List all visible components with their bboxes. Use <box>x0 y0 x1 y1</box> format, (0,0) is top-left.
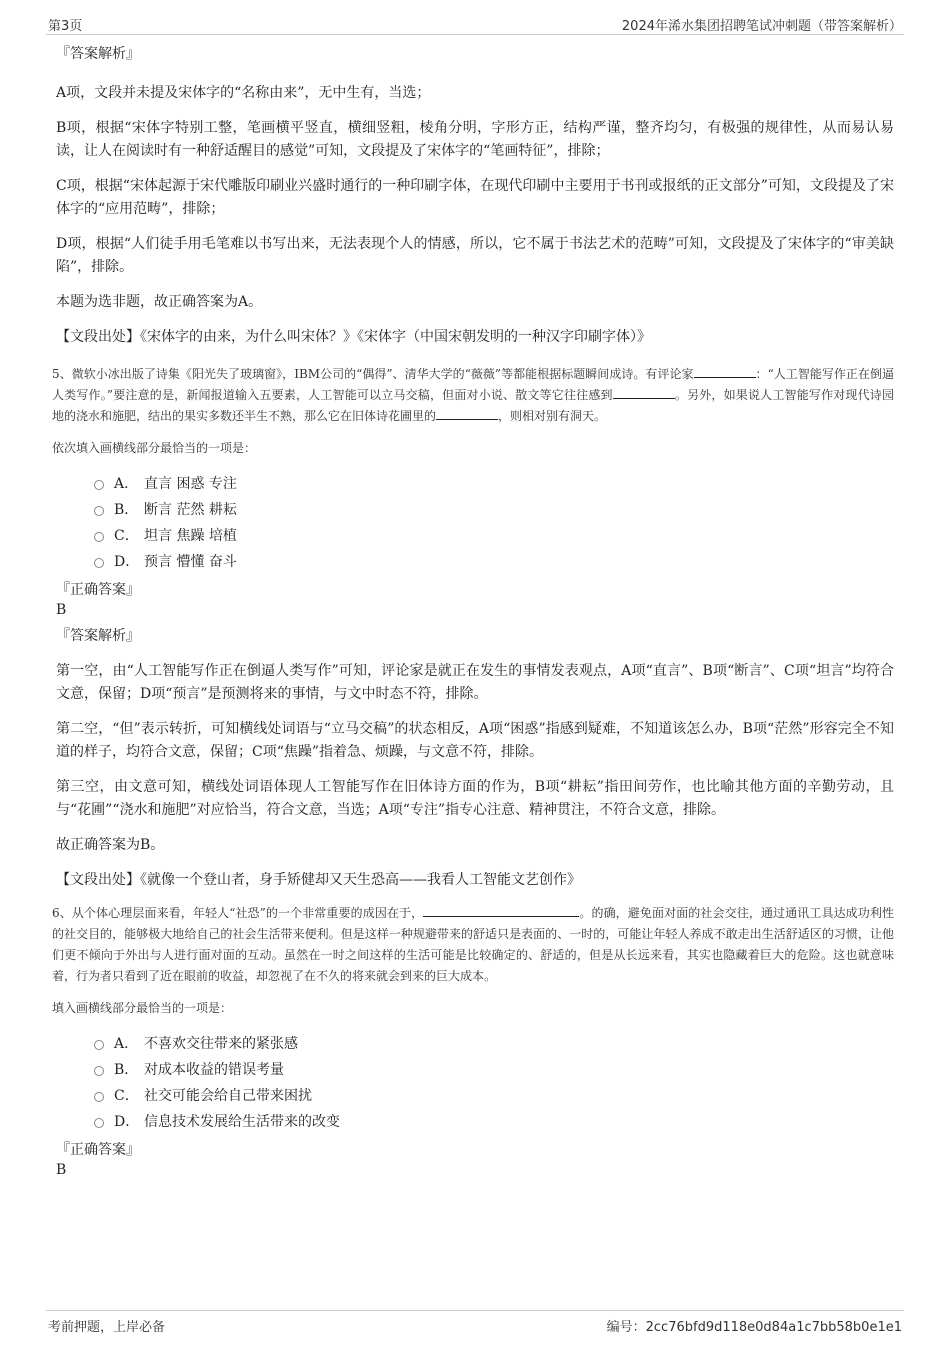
option-letter: B． <box>114 1062 139 1078</box>
q5-text-2: ：“人工智能写作正在倒逼人类写作。”要注意的是，新闻报道输入五要素，人工智能可以立马交稿，但面对小说、散文等它往往感到 <box>52 367 894 402</box>
q6-text-1: 6、从个体心理层面来看，年轻人“社恐”的一个非常重要的成因在于， <box>52 906 424 920</box>
q6-option-d[interactable] <box>94 1108 894 1134</box>
option-letter: D． <box>114 554 140 570</box>
q5-question <box>52 364 894 427</box>
q6-answer-label: 『正确答案』 <box>56 1142 140 1158</box>
option-text: 对成本收益的错误考量 <box>144 1062 284 1078</box>
q5-blank-3 <box>436 406 498 420</box>
document-title: 2024年浠水集团招聘笔试冲刺题（带答案解析） <box>621 19 902 34</box>
option-letter: B． <box>114 502 139 518</box>
option-text: 预言 懵懂 奋斗 <box>144 554 237 570</box>
page-header <box>46 14 904 35</box>
q4-source-label: 【文段出处】 <box>56 329 140 345</box>
option-text: 断言 茫然 耕耘 <box>144 502 237 518</box>
q5-source <box>56 869 894 891</box>
q5-text-4: ，则相对别有洞天。 <box>498 409 607 423</box>
q5-option-b[interactable] <box>94 496 894 522</box>
q6-options <box>94 1030 894 1134</box>
q5-text-3: 。另外，如果说人工智能写作对现代诗园地的浇水和施肥，结出的果实多数还半生不熟，那么它在旧体诗花圃里的 <box>52 388 894 423</box>
option-letter: A． <box>114 1036 139 1052</box>
page-number: 第3页 <box>48 19 83 34</box>
option-text: 直言 困惑 专注 <box>144 476 237 492</box>
q5-blank-1 <box>694 364 756 378</box>
q6-option-b[interactable] <box>94 1056 894 1082</box>
footer-serial: 编号：2cc76bfd9d118e0d84a1c7bb58b0e1e1 <box>606 1320 902 1335</box>
q4-analysis-b: B项，根据“宋体字特别工整，笔画横平竖直，横细竖粗，棱角分明，字形方正，结构严谨，整齐均匀，有极强的规律性，从而易认易读，让人在阅读时有一种舒适醒目的感觉”可知，文段提及了宋体字的“笔画特征”，排除； <box>56 120 894 159</box>
q6-option-c[interactable] <box>94 1082 894 1108</box>
option-letter: D． <box>114 1114 140 1130</box>
q6-blank <box>423 903 579 917</box>
option-text: 社交可能会给自己带来困扰 <box>144 1088 312 1104</box>
radio-icon[interactable] <box>94 558 104 568</box>
radio-icon[interactable] <box>94 506 104 516</box>
q4-source <box>56 326 894 348</box>
q4-conclusion: 本题为选非题，故正确答案为A。 <box>56 294 263 310</box>
q5-blank-2 <box>613 385 675 399</box>
q4-analysis-a: A项，文段并未提及宋体字的“名称由来”，无中生有，当选； <box>56 85 431 101</box>
q4-source-text: 《宋体字的由来，为什么叫宋体？》《宋体字（中国宋朝发明的一种汉字印刷字体）》 <box>140 329 651 345</box>
radio-icon[interactable] <box>94 1066 104 1076</box>
radio-icon[interactable] <box>94 1118 104 1128</box>
option-text: 信息技术发展给生活带来的改变 <box>144 1114 340 1130</box>
page-content <box>52 44 894 1186</box>
radio-icon[interactable] <box>94 1040 104 1050</box>
q6-option-a[interactable] <box>94 1030 894 1056</box>
q5-option-c[interactable] <box>94 522 894 548</box>
q5-options <box>94 470 894 574</box>
q5-conclusion: 故正确答案为B。 <box>56 837 165 853</box>
q5-option-a[interactable] <box>94 470 894 496</box>
q5-source-label: 【文段出处】 <box>56 872 140 888</box>
q6-question <box>52 903 894 987</box>
q5-answer-label: 『正确答案』 <box>56 582 140 598</box>
option-text: 不喜欢交往带来的紧张感 <box>144 1036 298 1052</box>
q6-answer: B <box>56 1162 67 1178</box>
q5-source-text: 《就像一个登山者，身手矫健却又天生恐高——我看人工智能文艺创作》 <box>140 872 581 888</box>
q6-text-2: 。的确，避免面对面的社会交往，通过通讯工具达成功利性的社交目的，能够极大地给自己的社会生活带来便利。但是这样一种规避带来的舒适只是表面的、一时的，可能让年轻人养成不敢走出生活舒适区的习惯，让他们更不倾向于外出与人进行面对面的互动。虽然在一时之间这样的生活可能是比较确定的、舒适的，但是从长远来看，其实也隐藏着巨大的危险。这也就意味着，行为者只看到了近在眼前的收益，却忽视了在不久的将来就会到来的巨大成本。 <box>52 906 894 983</box>
option-letter: C． <box>114 1088 139 1104</box>
q4-analysis-label: 『答案解析』 <box>56 46 140 62</box>
footer-slogan: 考前押题，上岸必备 <box>48 1320 166 1335</box>
option-letter: C． <box>114 528 139 544</box>
option-letter: A． <box>114 476 139 492</box>
q5-analysis-3: 第三空，由文意可知，横线处词语体现人工智能写作在旧体诗方面的作为，B项“耕耘”指田间劳作，也比喻其他方面的辛勤劳动，且与“花圃”“浇水和施肥”对应恰当，符合文意，当选；A项“专注”指专心注意、精神贯注，不符合文意，排除。 <box>56 779 894 818</box>
radio-icon[interactable] <box>94 532 104 542</box>
q5-analysis-1: 第一空，由“人工智能写作正在倒逼人类写作”可知，评论家是就正在发生的事情发表观点，A项“直言”、B项“断言”、C项“坦言”均符合文意，保留；D项“预言”是预测将来的事情，与文中时态不符，排除。 <box>56 663 894 702</box>
q5-instruction: 依次填入画横线部分最恰当的一项是： <box>52 441 257 455</box>
q5-analysis-2: 第二空，“但”表示转折，可知横线处词语与“立马交稿”的状态相反，A项“困惑”指感到疑难，不知道该怎么办，B项“茫然”形容完全不知道的样子，均符合文意，保留；C项“焦躁”指着急、烦躁，与文意不符，排除。 <box>56 721 894 760</box>
q4-analysis-c: C项，根据“宋体起源于宋代雕版印刷业兴盛时通行的一种印刷字体，在现代印刷中主要用于书刊或报纸的正文部分”可知，文段提及了宋体字的“应用范畴”，排除； <box>56 178 894 217</box>
q5-text-1: 5、微软小冰出版了诗集《阳光失了玻璃窗》，IBM公司的“偶得”、清华大学的“薇薇”等都能根据标题瞬间成诗。有评论家 <box>52 367 694 381</box>
q4-analysis-d: D项，根据“人们徒手用毛笔难以书写出来，无法表现个人的情感，所以，它不属于书法艺术的范畴”可知，文段提及了宋体字的“审美缺陷”，排除。 <box>56 236 894 275</box>
q6-instruction: 填入画横线部分最恰当的一项是： <box>52 1001 233 1015</box>
q5-analysis-label: 『答案解析』 <box>56 628 140 644</box>
option-text: 坦言 焦躁 培植 <box>144 528 237 544</box>
q5-answer: B <box>56 602 67 618</box>
radio-icon[interactable] <box>94 1092 104 1102</box>
radio-icon[interactable] <box>94 480 104 490</box>
q5-option-d[interactable] <box>94 548 894 574</box>
page-footer <box>46 1310 904 1335</box>
